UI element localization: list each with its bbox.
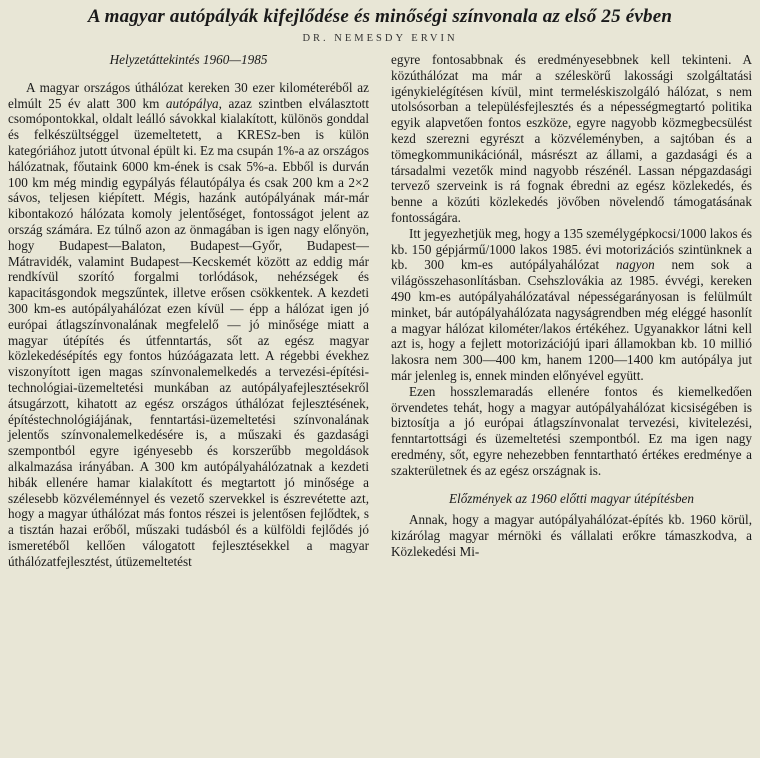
text-run: Itt jegyezhetjük meg, hogy a 135 személygépkocsi/1000 lakos és kb. 150 gépjármű/1000 lakos 1985. évi motorizációs szintünknek a kb. 300 km-es autópályahálózat bbox=[391, 225, 752, 273]
article-title: A magyar autópályák kifejlődése és minőségi színvonala az első 25 évben bbox=[87, 6, 673, 27]
section-heading-history: Előzmények az 1960 előtti magyar útépítésben bbox=[448, 490, 694, 506]
text-run: , azaz szintben elválasztott csomópontokkal, oldalt leálló sávokkal kialakított, különös gonddal és felkészültséggel üzemeltetett, a KRESz-ben is külön kategóriához jutott útvonal épült ki. Ez ma csupán 1%-a az országos hálózatnak, főutaink 6000 km-ének is csak 5%-a. Ebből is durván 100 km még mindig egypályás félautópálya és csak 200 km a 2×2 sávos, teljesen kiépített. Mégis, hazánk autópályának már-már kibontakozó hálózata komoly jelentőséget, fontosságot jelent az ország számára. Ez túlnő azon az önmagában is igen nagy előnyön, hogy Budapest—Balaton, Budapest—Győr, Budapest—Mátravidék, valamint Budapest—Kecskemét között az eddig már rendkívül szorító forgalmi torlódások, nehézségek és kapacitásgondok megszűntek, illetve erősen csökkentek. A kezdeti 300 km-es autópályahálózat ezen kívül — épp a hálózat igen jó európai átlagszínvonalának megfelelő — jó minősége miatt a magyar útépítés és útfenntartás, sőt az egész magyar közlekedésépítés egy fontos húzóágazata lett. A régebbi évekhez viszonyított igen magas színvonalemelkedés a tervezési-építési-technológiai-üzemeltetési munkában az autópályafejlesztésekről átsugárzott, kihatott az egész országos úthálózat fejlesztésének, építéstechnológiájának, fenntartási-üzemeltetési színvonalának jelentős színvonalemelkedésére is, a műszaki és gazdasági szempontból egyre igényesebb és korszerűbb megoldások alkalmazása irányában. A 300 km autópályahálózatnak a kezdeti hibák ellenére hamar kialakított és megtartott jó minősége a szélesebb közvéleménnyel és vezető szervekkel is észrevétette azt, hogy a magyar úthálózat más fontos részei is jelentősen fejlődtek, s a tisztán hazai erőből, műszaki tudásból és a külföldi fejlődés jó ismeretéből kellően válogatott fejlesztésekkel a magyar úthálózatfejlesztést, útüzemeltetést bbox=[8, 95, 369, 569]
paragraph-continuation: egyre fontosabbnak és eredményesebbnek kell tekinteni. A közúthálózat ma már a széleskörű lakossági szolgáltatási igénykielégítésen kívül, mint termeléskiszolgáló hálózat, s nem utolsósorban a településfejlesztés és a népességmegtartó politika egyik alapvetően fontos eszköze, egyre nagyobb közmegbecsülést kezd szerezni egyrészt a közvéleményben, a sajtóban és a tömegkommunikációnál, másrészt az állami, a gazdasági és a társadalmi vezetők mind nagyobb részénél. Lassan népgazdasági tervező szerveink is rá fognak ébredni az egész közlekedés, és benne a közúti közlekedés jövőben növelendő támogatásának fontosságára. bbox=[391, 52, 752, 225]
article-columns bbox=[8, 52, 752, 570]
paragraph-motorization bbox=[391, 226, 752, 384]
section-heading-overview: Helyzetáttekintés 1960—1985 bbox=[109, 52, 268, 67]
paragraph-history: Annak, hogy a magyar autópályahálózat-építés kb. 1960 körül, kizárólag magyar mérnöki és vállalati erőkre támaszkodva, a Közlekedési Mi- bbox=[391, 512, 752, 559]
right-column bbox=[391, 52, 752, 570]
italic-term-autopalya: autópálya bbox=[165, 95, 219, 111]
paragraph-overview bbox=[8, 80, 369, 570]
left-column bbox=[8, 52, 369, 570]
text-run: A magyar országos úthálózat kereken 30 ezer kilométeréből az elmúlt 25 év alatt 300 km bbox=[8, 79, 369, 111]
article-author: DR. NEMESDY ERVIN bbox=[302, 33, 458, 44]
paragraph-quality: Ezen hosszlemaradás ellenére fontos és kiemelkedően örvendetes tehát, hogy a magyar autópályahálózat kicsiségében is biztosítja a jó európai átlagszínvonalat tervezési, kivitelezési, fenntartottsági és üzemeltetési szempontból. Ez ma igen nagy eredmény, sőt, egyre nehezebben fenntartható értékes eredménye a szakterületnek és az egész országnak is. bbox=[391, 383, 752, 478]
italic-term-nagyon: nagyon bbox=[615, 257, 655, 273]
text-run: nem sok a világösszehasonlításban. Csehszlovákia az 1985. évvégi, kereken 490 km-es autópályahálózatával népességarányosan is felülmúlt minket, bár autópályahálózata nagyságrendben még eléggé hasonlít a magyar hálózat kilométer/lakos értékéhez. Ugyanakkor látni kell azt is, hogy a fejlett motorizációjú ipari államokban kb. 10 millió lakosra nem 300—400 km, hanem 1200—1400 km autópálya jut már jelenleg is, ennek minden előnyével együtt. bbox=[391, 257, 752, 383]
